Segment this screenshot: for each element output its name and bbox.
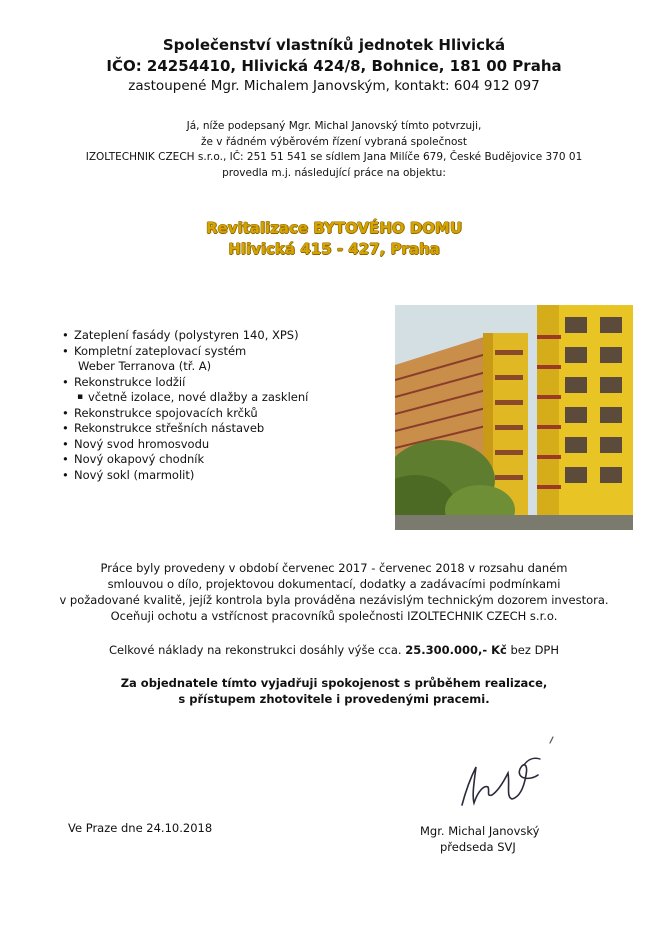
intro-block (0, 119, 668, 181)
satisfaction-statement (0, 675, 668, 707)
list-item: ▪ včetně izolace, nové dlažby a zasklení (62, 390, 382, 406)
costs-amount: 25.300.000,- Kč (405, 643, 507, 657)
building-photo (395, 305, 633, 530)
organization-title: Společenství vlastníků jednotek Hlivická (162, 36, 506, 54)
ico-address-line: IČO: 24254410, Hlivická 424/8, Bohnice, 181 00 Praha (106, 57, 562, 75)
works-list (62, 328, 382, 483)
project-title-line: Hlivická 415 - 427, Praha (228, 240, 440, 258)
signer-name: Mgr. Michal Janovský (420, 824, 540, 838)
paragraph-line: Práce byly provedeny v období červenec 2017 - červenec 2018 v rozsahu daném (100, 561, 568, 575)
paragraph-line: smlouvou o dílo, projektovou dokumentací, dodatky a zadávacími podmínkami (107, 577, 561, 591)
list-item: • Rekonstrukce spojovacích krčků (62, 406, 382, 422)
costs-suffix: bez DPH (510, 643, 560, 657)
performance-paragraph (0, 560, 668, 624)
signer-role: předseda SVJ (440, 840, 516, 854)
list-item: • Nový okapový chodník (62, 452, 382, 468)
paragraph-line: v požadované kvalitě, jejíž kontrola byla prováděna nezávislým technickým dozorem investora. (59, 593, 609, 607)
intro-line: že v řádném výběrovém řízení vybraná společnost (200, 135, 468, 148)
place-date: Ve Praze dne 24.10.2018 (68, 821, 213, 835)
signer-block (420, 823, 539, 855)
costs-line (0, 643, 668, 657)
building-photo-illustration (395, 305, 633, 530)
list-item: Weber Terranova (tř. A) (78, 359, 212, 373)
intro-line: IZOLTECHNIK CZECH s.r.o., IČ: 251 51 541 se sídlem Jana Milíče 679, České Budějovice 370 01 (85, 151, 583, 163)
satisfaction-line: Za objednatele tímto vyjadřuji spokojenost s průběhem realizace, (120, 676, 548, 690)
list-item: • Nový svod hromosvodu (62, 437, 382, 453)
handwritten-signature (450, 735, 570, 825)
paragraph-line: Oceňuji ochotu a vstřícnost pracovníků společnosti IZOLTECHNIK CZECH s.r.o. (110, 609, 558, 623)
list-item: • Zateplení fasády (polystyren 140, XPS) (62, 328, 382, 344)
intro-line: provedla m.j. následující práce na objektu: (222, 166, 446, 179)
list-item: • Rekonstrukce lodžií (62, 375, 382, 391)
list-item: • Kompletní zateplovací systém (62, 344, 382, 360)
costs-prefix: Celkové náklady na rekonstrukci dosáhly výše cca. (108, 643, 402, 657)
project-title (0, 218, 668, 260)
representation-line: zastoupené Mgr. Michalem Janovským, kontakt: 604 912 097 (128, 78, 540, 94)
list-item: • Rekonstrukce střešních nástaveb (62, 421, 382, 437)
satisfaction-line: s přístupem zhotovitele i provedenými pracemi. (178, 692, 490, 706)
intro-line: Já, níže podepsaný Mgr. Michal Janovský tímto potvrzuji, (186, 120, 482, 132)
list-item: • Nový sokl (marmolit) (62, 468, 382, 484)
project-title-line: Revitalizace BYTOVÉHO DOMU (205, 219, 463, 237)
